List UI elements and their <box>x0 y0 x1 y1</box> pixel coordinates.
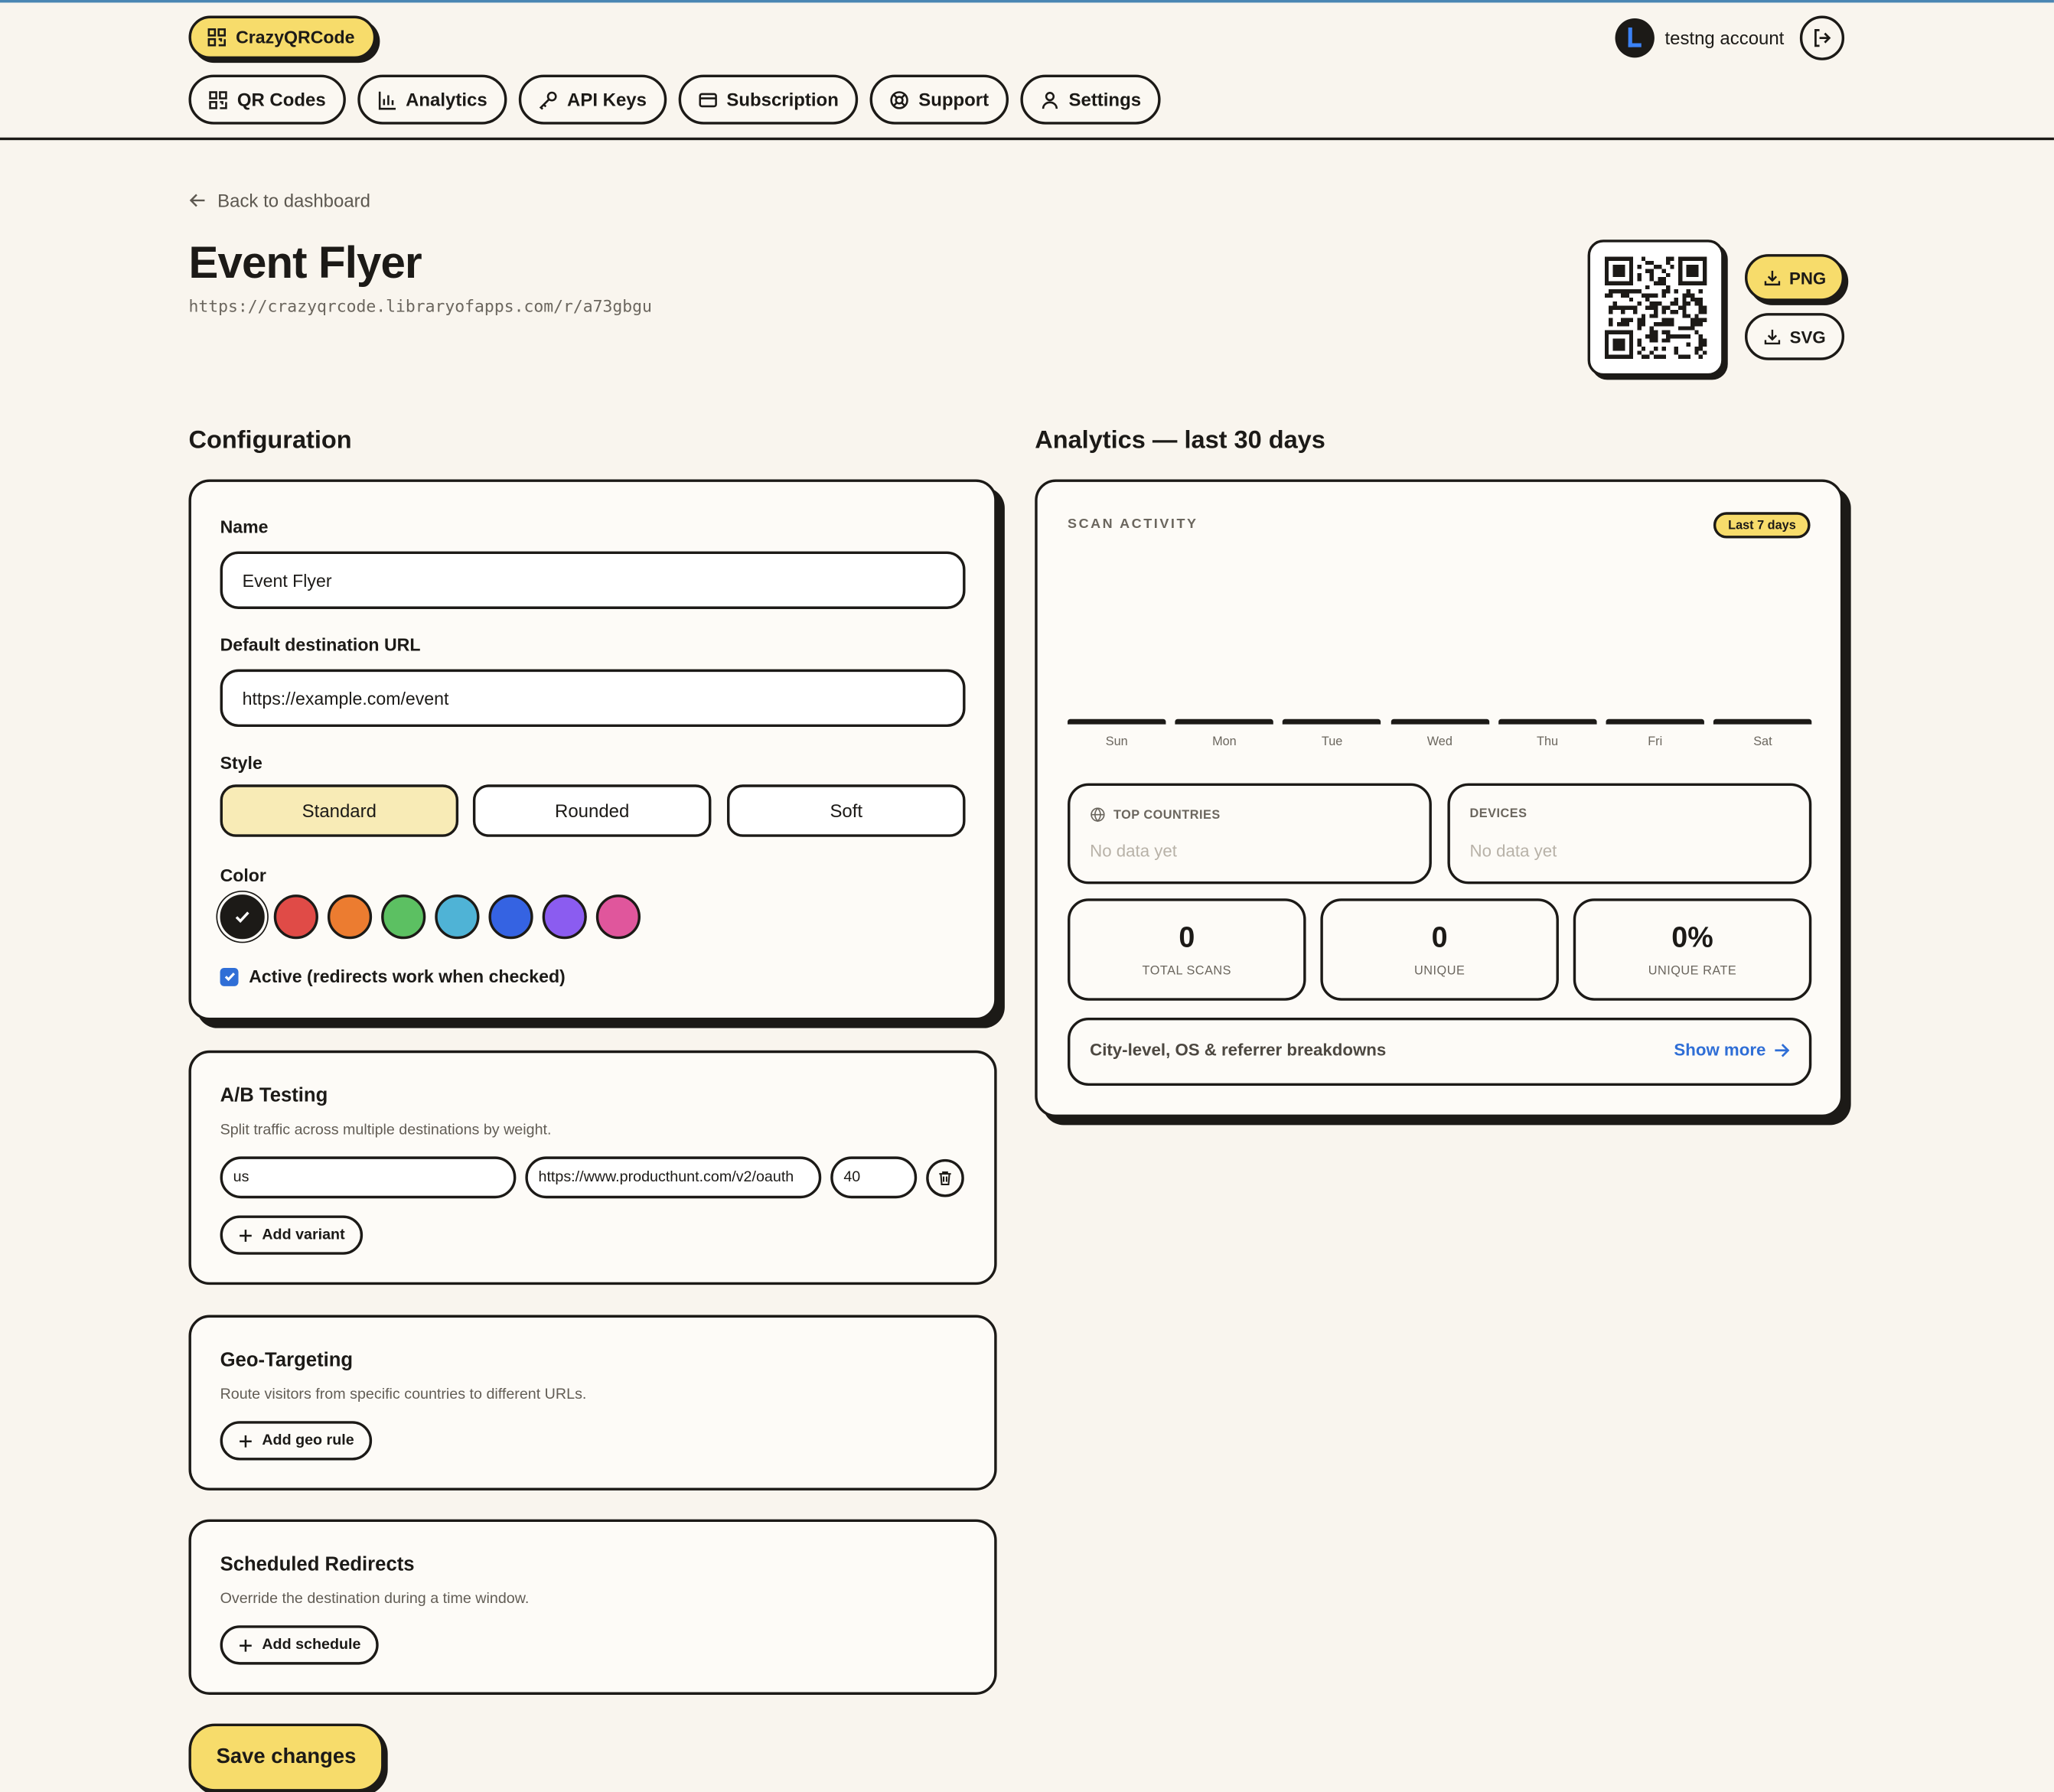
arrow-right-icon <box>1774 1042 1790 1058</box>
nav-label: Analytics <box>406 89 487 110</box>
add-geo-rule-button[interactable] <box>220 1421 373 1460</box>
variant-url-input[interactable]: https://www.producthunt.com/v2/oauth <box>525 1156 821 1198</box>
color-swatch[interactable] <box>488 894 533 939</box>
user-name: testng account <box>1664 27 1785 49</box>
add-variant-label: Add variant <box>262 1227 345 1243</box>
add-variant-button[interactable] <box>220 1215 364 1254</box>
chart-x-tick-label: Sun <box>1105 735 1128 750</box>
show-more-label: Show more <box>1674 1040 1766 1060</box>
analytics-card <box>1035 479 1843 1117</box>
unique-rate-label: UNIQUE RATE <box>1648 963 1737 979</box>
download-icon <box>1763 327 1782 346</box>
scheduled-redirects-subtitle: Override the destination during a time window. <box>220 1591 530 1608</box>
color-swatch[interactable] <box>435 894 479 939</box>
key-icon <box>538 90 558 109</box>
color-swatch[interactable] <box>274 894 318 939</box>
color-label: Color <box>220 865 266 886</box>
color-swatch[interactable] <box>543 894 587 939</box>
geo-targeting-title: Geo-Targeting <box>220 1349 354 1372</box>
app-name: CrazyQRCode <box>236 27 355 47</box>
variant-weight-input[interactable]: 40 <box>830 1156 917 1198</box>
nav-analytics[interactable] <box>357 75 507 125</box>
chart-bar <box>1713 719 1811 725</box>
total-scans-value: 0 <box>1179 920 1195 954</box>
style-label: Style <box>220 753 262 773</box>
qr-code-image <box>1605 256 1707 359</box>
chart-x-tick-label: Tue <box>1321 735 1343 750</box>
color-swatch[interactable] <box>596 894 641 939</box>
globe-icon <box>1090 806 1106 823</box>
top-countries-panel <box>1068 784 1432 885</box>
color-swatch[interactable] <box>381 894 425 939</box>
top-countries-header <box>1090 806 1221 823</box>
scan-activity-label: SCAN ACTIVITY <box>1068 516 1198 532</box>
qr-code-preview <box>1588 239 1724 376</box>
add-schedule-button[interactable] <box>220 1625 380 1664</box>
user-menu <box>1615 16 1844 60</box>
style-rounded-button[interactable]: Rounded <box>473 784 712 836</box>
variant-name-input[interactable]: us <box>220 1156 517 1198</box>
nav-api-keys[interactable] <box>519 75 667 125</box>
chart-bar <box>1283 719 1381 725</box>
nav-label: Subscription <box>726 89 839 110</box>
chart-x-tick-label: Sat <box>1753 735 1772 750</box>
unique-label: UNIQUE <box>1413 963 1466 979</box>
chart-bar <box>1391 719 1488 725</box>
ab-testing-subtitle: Split traffic across multiple destinations by weight. <box>220 1122 552 1139</box>
devices-panel <box>1447 784 1811 885</box>
breakdowns-label: City-level, OS & referrer breakdowns <box>1090 1040 1387 1060</box>
scheduled-redirects-card <box>188 1520 996 1695</box>
nav-support[interactable] <box>870 75 1009 125</box>
color-swatch[interactable] <box>220 894 265 939</box>
nav-subscription[interactable] <box>678 75 858 125</box>
unique-rate-value: 0% <box>1671 920 1713 954</box>
name-label: Name <box>220 517 269 537</box>
nav-label: API Keys <box>567 89 647 110</box>
app-logo[interactable] <box>188 16 375 59</box>
unique-value: 0 <box>1431 920 1448 954</box>
color-swatch[interactable] <box>328 894 372 939</box>
svg-label: SVG <box>1789 327 1826 347</box>
app-header <box>0 0 2054 140</box>
chart-bar <box>1498 719 1596 725</box>
chart-bar <box>1606 719 1704 725</box>
download-svg-button[interactable] <box>1745 313 1844 360</box>
scheduled-redirects-title: Scheduled Redirects <box>220 1553 415 1576</box>
download-png-button[interactable] <box>1745 254 1844 301</box>
nav-label: QR Codes <box>236 89 326 110</box>
nav-settings[interactable] <box>1020 75 1161 125</box>
style-standard-button[interactable]: Standard <box>220 784 459 836</box>
check-icon <box>222 969 236 984</box>
unique-rate-stat <box>1573 898 1812 1001</box>
chart-x-tick-label: Thu <box>1537 735 1559 750</box>
show-more-link[interactable] <box>1674 1040 1789 1060</box>
range-badge[interactable]: Last 7 days <box>1713 512 1810 538</box>
devices-empty: No data yet <box>1469 840 1557 861</box>
short-url: https://crazyqrcode.libraryofapps.com/r/a73gbgu <box>188 295 652 316</box>
url-label: Default destination URL <box>220 635 421 655</box>
nav-qr-codes[interactable] <box>188 75 345 125</box>
chart-bar <box>1175 719 1273 725</box>
qr-icon <box>208 90 228 109</box>
active-label: Active (redirects work when checked) <box>249 966 566 986</box>
delete-variant-button[interactable] <box>926 1159 964 1197</box>
save-changes-button[interactable]: Save changes <box>188 1724 383 1792</box>
add-schedule-label: Add schedule <box>262 1637 361 1654</box>
breakdowns-row <box>1068 1018 1811 1086</box>
top-countries-empty: No data yet <box>1090 840 1177 861</box>
arrow-left-icon <box>188 191 207 210</box>
geo-targeting-card <box>188 1315 996 1491</box>
configuration-card <box>188 479 996 1020</box>
bar-chart-icon <box>377 90 396 109</box>
main-nav <box>188 75 1160 125</box>
ab-testing-title: A/B Testing <box>220 1084 328 1107</box>
nav-label: Settings <box>1068 89 1142 110</box>
user-icon <box>1040 90 1060 109</box>
check-icon <box>233 907 252 926</box>
credit-card-icon <box>698 90 718 109</box>
top-countries-label: TOP COUNTRIES <box>1113 807 1221 823</box>
chart-x-tick-label: Mon <box>1212 735 1237 750</box>
total-scans-label: TOTAL SCANS <box>1142 963 1232 979</box>
color-swatches <box>220 894 641 939</box>
style-soft-button[interactable]: Soft <box>727 784 966 836</box>
plus-icon <box>239 1433 253 1448</box>
configuration-heading: Configuration <box>188 427 352 455</box>
destination-url-input[interactable]: https://example.com/event <box>220 670 966 727</box>
download-icon <box>1763 269 1782 287</box>
devices-label: DEVICES <box>1469 806 1527 822</box>
unique-stat <box>1320 898 1559 1001</box>
checkbox[interactable] <box>220 967 239 986</box>
chart-x-tick-label: Wed <box>1426 735 1452 750</box>
active-checkbox[interactable] <box>220 966 566 986</box>
back-to-dashboard-link[interactable] <box>188 190 370 210</box>
chart-x-tick-label: Fri <box>1648 735 1663 750</box>
logout-icon <box>1811 28 1832 48</box>
avatar[interactable] <box>1615 18 1654 57</box>
plus-icon <box>239 1637 253 1652</box>
qr-icon <box>207 28 227 47</box>
name-input[interactable]: Event Flyer <box>220 552 966 609</box>
chart-bar <box>1068 719 1166 725</box>
analytics-heading: Analytics — last 30 days <box>1035 427 1325 455</box>
ab-testing-card <box>188 1051 996 1285</box>
back-label: Back to dashboard <box>217 190 370 211</box>
add-geo-rule-label: Add geo rule <box>262 1432 354 1449</box>
nav-label: Support <box>918 89 990 110</box>
png-label: PNG <box>1789 268 1827 288</box>
lifebuoy-icon <box>890 90 910 109</box>
devices-header <box>1470 806 1527 821</box>
plus-icon <box>239 1228 253 1243</box>
trash-icon <box>937 1170 954 1187</box>
geo-targeting-subtitle: Route visitors from specific countries to different URLs. <box>220 1386 587 1403</box>
page-title: Event Flyer <box>188 238 422 288</box>
logout-button[interactable] <box>1800 16 1844 60</box>
total-scans-stat <box>1068 898 1306 1001</box>
